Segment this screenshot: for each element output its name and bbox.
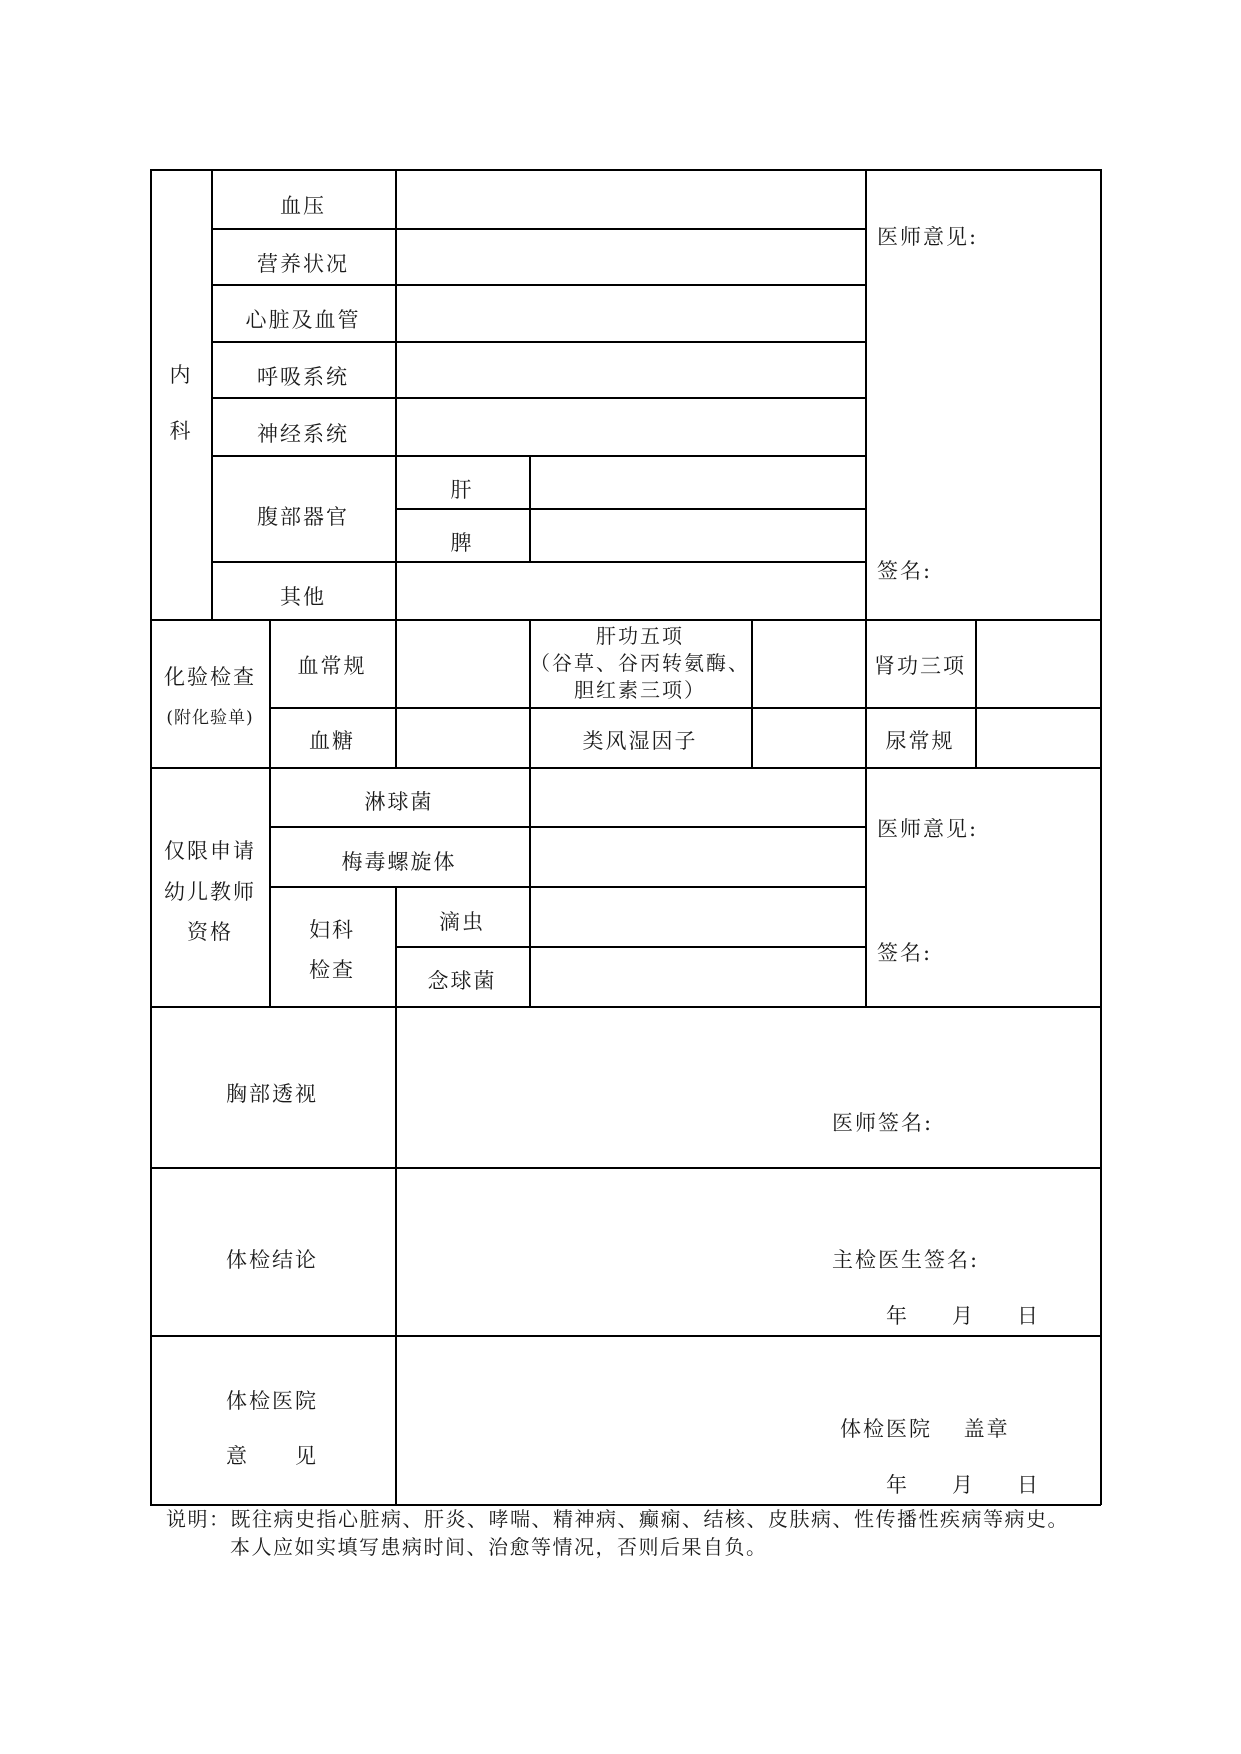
hospital-day-label: 日 [1017, 1473, 1040, 1497]
nervous-field[interactable] [397, 399, 864, 454]
syphilis-field[interactable] [531, 828, 864, 885]
chest-doctor-signature-label: 医师签名: [832, 1111, 934, 1135]
blood-sugar-field[interactable] [397, 709, 528, 766]
liver-function-label-line1: 肝功五项 [596, 624, 684, 648]
hospital-opinion-label-line2: 意 见 [226, 1444, 318, 1468]
blood-routine-label: 血常规 [297, 654, 367, 678]
candida-label: 念球菌 [427, 969, 497, 993]
internal-section-label-char1: 内 [169, 363, 193, 387]
kindergarten-signature-label: 签名: [877, 941, 933, 965]
hospital-opinion-label-line1: 体检医院 [226, 1389, 318, 1413]
nervous-label: 神经系统 [257, 422, 349, 446]
heart-vessels-field[interactable] [397, 286, 864, 340]
gynecology-label-line2: 检查 [309, 958, 355, 982]
internal-section-label-char2: 科 [169, 419, 193, 443]
conclusion-field[interactable] [397, 1169, 1099, 1334]
kidney-function-label: 肾功三项 [874, 654, 966, 678]
note-line-1: 说明：既往病史指心脏病、肝炎、哮喘、精神病、癫痫、结核、皮肤病、性传播性疾病等病史。 [166, 1507, 1069, 1531]
blood-pressure-field[interactable] [397, 171, 864, 227]
kindergarten-opinion-field[interactable] [867, 769, 1099, 1005]
hospital-stamp-label: 体检医院 盖章 [840, 1417, 1010, 1441]
kindergarten-title-line3: 资格 [187, 920, 233, 944]
liver-field[interactable] [531, 457, 864, 507]
internal-signature-label: 签名: [877, 559, 933, 583]
liver-function-label-line2: （谷草、谷丙转氨酶、 [530, 651, 750, 675]
internal-doctor-opinion-label: 医师意见: [877, 225, 979, 249]
other-field[interactable] [397, 563, 864, 618]
candida-field[interactable] [531, 948, 864, 1005]
gonococcus-field[interactable] [531, 769, 864, 825]
gynecology-label-line1: 妇科 [309, 918, 355, 942]
liver-function-label-line3: 胆红素三项） [574, 678, 706, 702]
chest-xray-label: 胸部透视 [226, 1082, 318, 1106]
lab-subtitle: (附化验单) [166, 708, 254, 728]
gonococcus-label: 淋球菌 [364, 790, 434, 814]
respiratory-label: 呼吸系统 [257, 365, 349, 389]
urine-routine-label: 尿常规 [885, 729, 955, 753]
blood-pressure-label: 血压 [280, 194, 326, 218]
rheumatoid-factor-field[interactable] [753, 709, 864, 766]
spleen-label: 脾 [450, 531, 474, 555]
abdominal-organs-label: 腹部器官 [257, 505, 349, 529]
conclusion-day-label: 日 [1017, 1304, 1040, 1328]
kindergarten-title-line1: 仅限申请 [164, 839, 256, 863]
note-line-2: 本人应如实填写患病时间、治愈等情况，否则后果自负。 [230, 1535, 768, 1559]
blood-sugar-label: 血糖 [309, 729, 355, 753]
syphilis-label: 梅毒螺旋体 [341, 850, 457, 874]
spleen-field[interactable] [531, 510, 864, 560]
liver-label: 肝 [450, 478, 474, 502]
conclusion-month-label: 月 [952, 1304, 975, 1328]
kindergarten-doctor-opinion-label: 医师意见: [877, 817, 979, 841]
rheumatoid-factor-label: 类风湿因子 [582, 729, 698, 753]
nutrition-field[interactable] [397, 230, 864, 283]
nutrition-label: 营养状况 [257, 252, 349, 276]
liver-function-field[interactable] [753, 621, 864, 706]
chief-doctor-signature-label: 主检医生签名: [832, 1248, 980, 1272]
urine-routine-field[interactable] [977, 709, 1099, 766]
kidney-function-field[interactable] [977, 621, 1099, 706]
hospital-month-label: 月 [952, 1473, 975, 1497]
conclusion-year-label: 年 [886, 1304, 909, 1328]
trichomonas-label: 滴虫 [439, 910, 485, 934]
blood-routine-field[interactable] [397, 621, 528, 706]
trichomonas-field[interactable] [531, 888, 864, 945]
hospital-year-label: 年 [886, 1473, 909, 1497]
kindergarten-title-line2: 幼儿教师 [164, 880, 256, 904]
heart-vessels-label: 心脏及血管 [245, 308, 361, 332]
chest-xray-field[interactable] [397, 1008, 1099, 1166]
other-label: 其他 [280, 585, 326, 609]
respiratory-field[interactable] [397, 343, 864, 396]
conclusion-label: 体检结论 [226, 1248, 318, 1272]
lab-title: 化验检查 [164, 665, 256, 689]
